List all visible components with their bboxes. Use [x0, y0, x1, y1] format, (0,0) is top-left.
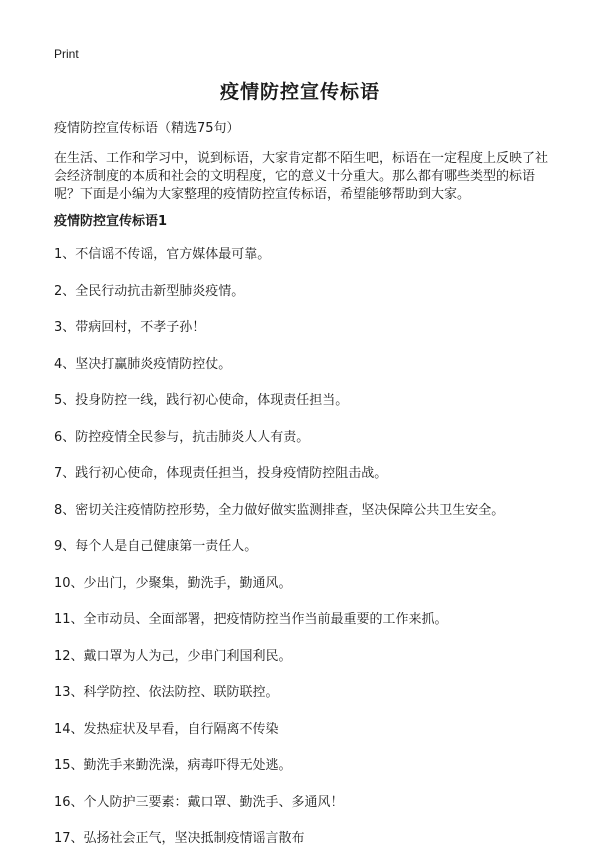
list-item: 4、坚决打赢肺炎疫情防控仗。: [54, 356, 232, 372]
page-title: 疫情防控宣传标语: [219, 81, 380, 103]
list-item: 13、科学防控、依法防控、联防联控。: [54, 685, 279, 700]
list-item: 5、投身防控一线，践行初心使命，体现责任担当。: [54, 393, 349, 408]
list-item: 3、带病回村，不孝子孙！: [54, 320, 206, 335]
list-item: 7、践行初心使命，体现责任担当，投身疫情防控阻击战。: [54, 466, 388, 481]
print-label: Print: [54, 47, 79, 61]
list-item: 11、全市动员、全面部署，把疫情防控当作当前最重要的工作来抓。: [54, 612, 448, 627]
list-item: 16、个人防护三要素：戴口罩、勤洗手、多通风！: [54, 794, 344, 810]
section-heading: 疫情防控宣传标语1: [54, 214, 168, 229]
list-item: 9、每个人是自己健康第一责任人。: [54, 539, 258, 554]
list-item: 1、不信谣不传谣，官方媒体最可靠。: [54, 247, 271, 262]
list-item: 2、全民行动抗击新型肺炎疫情。: [54, 283, 245, 299]
intro-paragraph: 在生活、工作和学习中，说到标语，大家肯定都不陌生吧，标语在一定程度上反映了社会经济制度的本质和社会的文明程度，它的意义十分重大。那么都有哪些类型的标语呢？下面是小编为大家整理的疫情防控宣传标语，希望能够帮助到大家。: [54, 151, 549, 202]
list-item: 15、勤洗手来勤洗澡，病毒吓得无处逃。: [54, 758, 292, 773]
document-subtitle: 疫情防控宣传标语（精选75句）: [54, 121, 240, 136]
list-item: 8、密切关注疫情防控形势，全力做好做实监测排查，坚决保障公共卫生安全。: [54, 502, 505, 518]
slogan-list: [54, 246, 564, 867]
list-item: 10、少出门，少聚集，勤洗手，勤通风。: [54, 575, 292, 591]
list-item: 12、戴口罩为人为己，少串门利国利民。: [54, 648, 292, 664]
list-item: 6、防控疫情全民参与，抗击肺炎人人有责。: [54, 429, 310, 445]
list-item: 17、弘扬社会正气，坚决抵制疫情谣言散布: [54, 831, 305, 846]
list-item: 14、发热症状及早看，自行隔离不传染: [54, 721, 279, 737]
